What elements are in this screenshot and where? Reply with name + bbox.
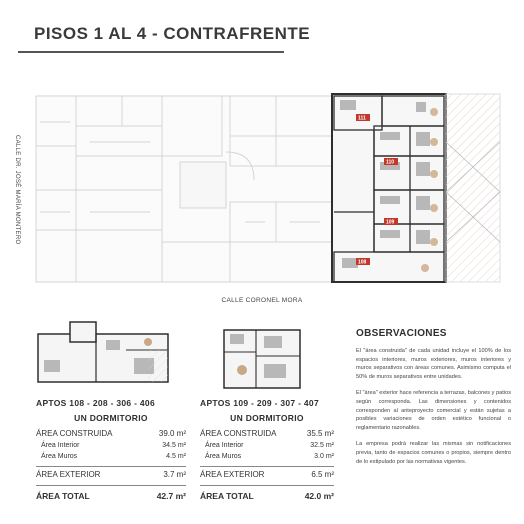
unit-plan-109	[222, 328, 302, 390]
page-title: PISOS 1 AL 4 - CONTRAFRENTE	[34, 24, 311, 43]
area-total-row: ÁREA TOTAL 42.0 m²	[200, 491, 334, 501]
area-construida-row: ÁREA CONSTRUIDA 39.0 m²	[36, 429, 186, 438]
area-exterior-row: ÁREA EXTERIOR 3.7 m²	[36, 470, 186, 479]
unit-tag-110: 110	[386, 159, 395, 166]
unit-info-108	[36, 398, 186, 503]
area-muros-row: Área Muros 4.5 m²	[41, 453, 186, 460]
observation-paragraph-1: El "área construida" de cada unidad incluye el 100% de los espacios interiores, muros exteriores, muros interiores y muros separativos con áreas comunes. Asimismo computa el 50% de muros separativos entre unidades.	[356, 348, 511, 380]
observations-title: OBSERVACIONES	[356, 328, 447, 339]
unit-tag-111: 111	[358, 115, 366, 122]
area-muros-row: Área Muros 3.0 m²	[205, 453, 334, 460]
unit-tag-109: 109	[386, 219, 395, 226]
unit-info-109	[200, 398, 334, 503]
observation-paragraph-2: El "área" exterior hace referencia a terrazas, balcones y patios según corresponda. Las dimensiones y contenidos corresponden al anteproyecto comercial y están sujetas a posibles variaciones de orden estético funcional o reglamentario razonables.	[356, 390, 511, 431]
street-label-left: CALLE DR. JOSÉ MARÍA MONTERO	[14, 135, 20, 245]
observations	[356, 328, 511, 474]
unit-type: UN DORMITORIO	[230, 413, 304, 423]
area-total-row: ÁREA TOTAL 42.7 m²	[36, 491, 186, 501]
unit-type: UN DORMITORIO	[74, 413, 148, 423]
street-label-bottom: CALLE CORONEL MORA	[221, 297, 303, 304]
area-exterior-row: ÁREA EXTERIOR 6.5 m²	[200, 470, 334, 479]
apts-list: APTOS 108 - 208 - 306 - 406	[36, 398, 155, 408]
area-construida-row: ÁREA CONSTRUIDA 35.5 m²	[200, 429, 334, 438]
title-underline	[18, 51, 284, 53]
area-interior-row: Área Interior 32.5 m²	[205, 442, 334, 449]
area-interior-row: Área Interior 34.5 m²	[41, 442, 186, 449]
floor-plan	[30, 92, 502, 286]
unit-tag-108: 108	[358, 259, 367, 266]
unit-plan-108	[36, 320, 170, 384]
observation-paragraph-3: La empresa podrá realizar las mismas sin notificaciones previa, tanto de espacios comunes o propios, siempre dentro de lo estipulado por las normativas vigentes.	[356, 441, 511, 465]
apts-list: APTOS 109 - 209 - 307 - 407	[200, 398, 319, 408]
